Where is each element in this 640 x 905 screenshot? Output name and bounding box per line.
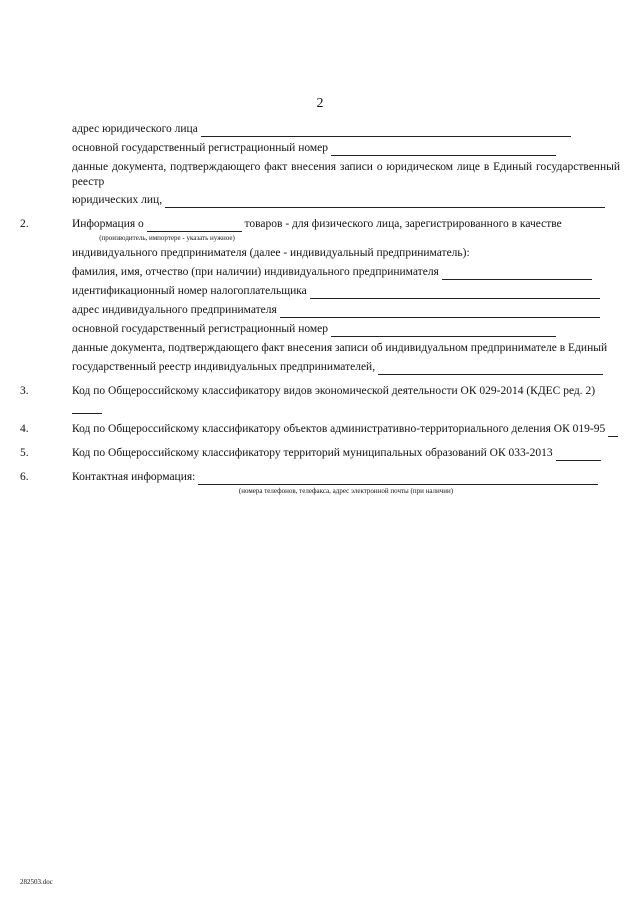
ip-address-field[interactable] bbox=[280, 305, 600, 318]
ip-egrip-row bbox=[20, 341, 620, 357]
legal-egrul-label: данные документа, подтверждающего факт внесения записи о юридическом лице в Единый государственный реестр bbox=[72, 161, 620, 188]
item-6-hint: (номера телефонов, телефакса, адрес электронной почты (при наличии) bbox=[238, 487, 454, 495]
legal-address-field[interactable] bbox=[201, 124, 571, 137]
ip-inn-field[interactable] bbox=[310, 286, 600, 299]
ip-inn-row bbox=[20, 284, 620, 300]
item-5-row bbox=[20, 446, 620, 462]
ip-fio-label: фамилия, имя, отчество (при наличии) индивидуального предпринимателя bbox=[72, 266, 439, 278]
item-2-hint: (производитель, импортере - указать нужное) bbox=[99, 234, 235, 242]
item-5-number: 5. bbox=[20, 447, 29, 459]
item-3-number: 3. bbox=[20, 385, 29, 397]
ip-egrip-label: данные документа, подтверждающего факт внесения записи об индивидуальном предпринимателе в Единый bbox=[72, 342, 608, 354]
item-6-label: Контактная информация: bbox=[72, 471, 196, 483]
item-6-field[interactable] bbox=[198, 472, 598, 485]
item-2-number: 2. bbox=[20, 218, 29, 230]
file-tag: 282503.doc bbox=[20, 878, 53, 886]
item-3-label: Код по Общероссийскому классификатору видов экономической деятельности ОК 029-2014 (КДЕС ред. 2) bbox=[72, 385, 596, 397]
item-4-number: 4. bbox=[20, 423, 29, 435]
form-body bbox=[20, 96, 620, 496]
item-2-row bbox=[20, 217, 620, 233]
item-4-field[interactable] bbox=[608, 424, 618, 437]
ip-fio-row bbox=[20, 265, 620, 281]
ip-fio-field[interactable] bbox=[442, 267, 592, 280]
legal-address-label: адрес юридического лица bbox=[72, 123, 198, 135]
item-6-number: 6. bbox=[20, 471, 29, 483]
item-4-label: Код по Общероссийскому классификатору объектов административно-территориального деления ОК 019-95 bbox=[72, 423, 606, 435]
legal-egrul-field[interactable] bbox=[165, 195, 605, 208]
ip-address-label: адрес индивидуального предпринимателя bbox=[72, 304, 277, 316]
item-5-label: Код по Общероссийскому классификатору территорий муниципальных образований ОК 033-2013 bbox=[72, 447, 553, 459]
legal-egrul-row bbox=[20, 160, 620, 190]
ip-ogrn-row bbox=[20, 322, 620, 338]
ip-egrip-row-2 bbox=[20, 360, 620, 376]
item-3-field[interactable] bbox=[72, 401, 102, 414]
ip-inn-label: идентификационный номер налогоплательщика bbox=[72, 285, 307, 297]
legal-address-row bbox=[20, 122, 620, 138]
legal-ogrn-row bbox=[20, 141, 620, 157]
item-6-row bbox=[20, 470, 620, 486]
ip-address-row bbox=[20, 303, 620, 319]
item-3-row bbox=[20, 384, 620, 414]
legal-ogrn-label: основной государственный регистрационный номер bbox=[72, 142, 329, 154]
item-2-hint-row bbox=[20, 234, 620, 243]
legal-egrul-label-2: юридических лиц, bbox=[72, 194, 163, 206]
item-2-row-c bbox=[20, 246, 620, 262]
item-2-label-b: товаров - для физического лица, зарегистрированного в качестве bbox=[244, 218, 562, 230]
legal-egrul-row-2 bbox=[20, 193, 620, 209]
item-6-hint-row bbox=[20, 487, 620, 496]
ip-ogrn-label: основной государственный регистрационный номер bbox=[72, 323, 329, 335]
item-2-role-field[interactable] bbox=[147, 219, 242, 232]
page-number: 2 bbox=[316, 96, 324, 111]
ip-ogrn-field[interactable] bbox=[331, 324, 556, 337]
item-5-field[interactable] bbox=[556, 448, 601, 461]
item-2-label-c: индивидуального предпринимателя (далее - индивидуальный предприниматель): bbox=[72, 247, 470, 259]
ip-egrip-field[interactable] bbox=[378, 362, 603, 375]
ip-egrip-label-2: государственный реестр индивидуальных предпринимателей, bbox=[72, 361, 376, 373]
item-2-label-a: Информация о bbox=[72, 218, 144, 230]
item-4-row bbox=[20, 422, 620, 438]
legal-ogrn-field[interactable] bbox=[331, 143, 556, 156]
